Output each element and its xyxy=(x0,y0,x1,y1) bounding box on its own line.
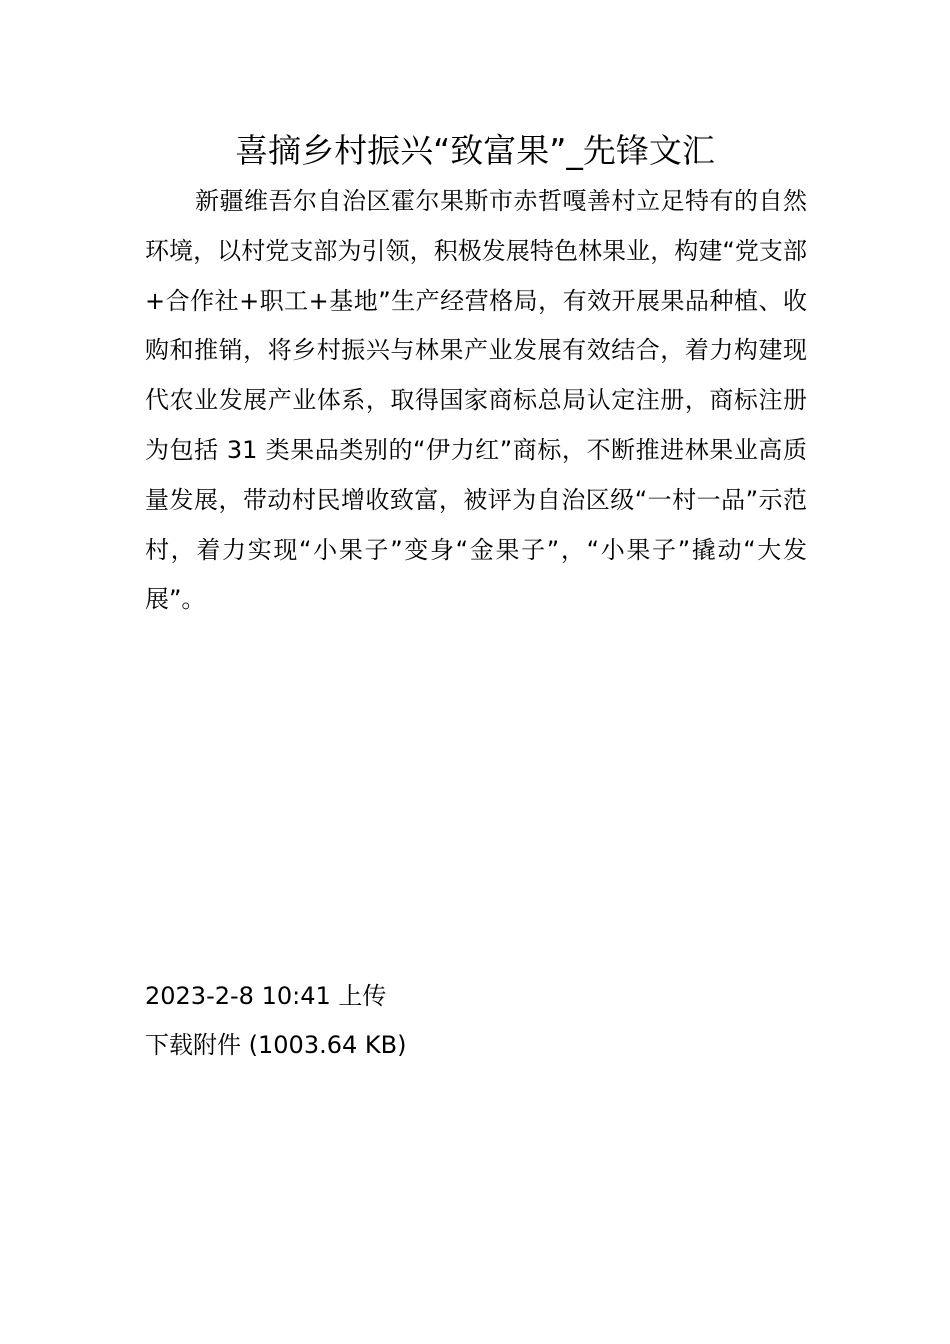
document-title: 喜摘乡村振兴“致富果”_先锋文汇 xyxy=(235,131,715,170)
download-label[interactable]: 下载附件 xyxy=(145,1031,241,1059)
download-file-size: (1003.64 KB) xyxy=(248,1031,407,1059)
upload-timestamp: 2023-2-8 10:41 上传 xyxy=(145,982,387,1010)
document-body: 新疆维吾尔自治区霍尔果斯市赤哲嘎善村立足特有的自然环境，以村党支部为引领，积极发展特色林果业，构建“党支部+合作社+职工+基地”生产经营格局，有效开展果品种植、收购和推销，将乡村振兴与林果产业发展有效结合，着力构建现代农业发展产业体系，取得国家商标总局认定注册，商标注册为包括 31 类果品类别的“伊力红”商标，不断推进林果业高质量发展，带动村民增收致富，被评为自治区级“一村一品”示范村，着力实现“小果子”变身“金果子”，“小果子”撬动“大发展”。 xyxy=(145,187,807,614)
download-attachment-link[interactable] xyxy=(145,1025,406,1065)
